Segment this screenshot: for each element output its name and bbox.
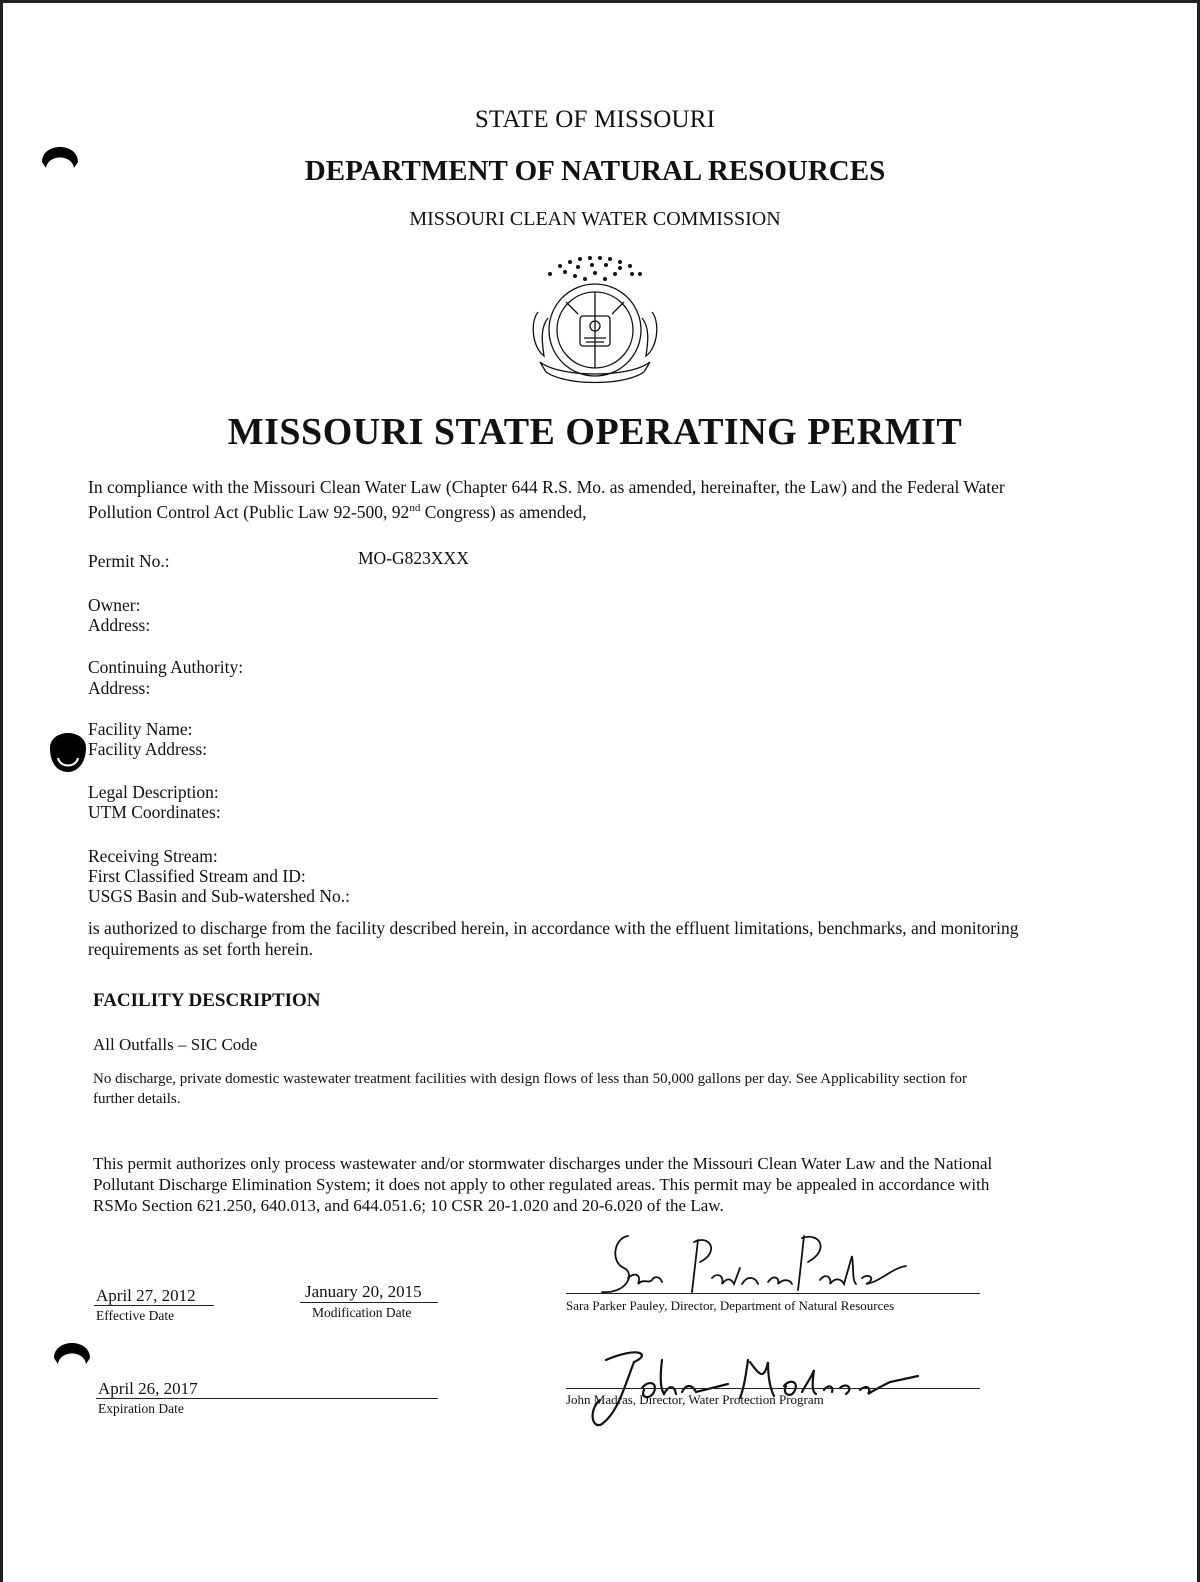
authorization-line-2: requirements as set forth herein. xyxy=(88,939,313,959)
director-1-caption: Sara Parker Pauley, Director, Department of Natural Resources xyxy=(566,1298,895,1313)
authorization-line-1: is authorized to discharge from the facility described herein, in accordance with the effluent limitations, benchmarks, and monitoring xyxy=(88,918,1019,938)
punch-hole-bottom xyxy=(50,1328,94,1370)
sara-parker-pauley-signature xyxy=(580,1228,920,1308)
permit-no-label: Permit No.: xyxy=(88,551,170,571)
director-1-signature-line xyxy=(566,1293,980,1294)
authorization-statement xyxy=(88,918,1098,960)
intro-line-1: In compliance with the Missouri Clean Water Law (Chapter 644 R.S. Mo. as amended, hereinafter, the Law) and the Federal Water xyxy=(88,477,1005,497)
expiration-date-caption: Expiration Date xyxy=(98,1401,184,1416)
receiving-stream-label: Receiving Stream: xyxy=(88,846,218,866)
intro-superscript: nd xyxy=(409,502,421,514)
legal-description-label: Legal Description: xyxy=(88,782,219,802)
scan-border-left xyxy=(0,0,3,1582)
scope-line-3: RSMo Section 621.250, 640.013, and 644.051.6; 10 CSR 20-1.020 and 20-6.020 of the Law. xyxy=(93,1196,724,1215)
expiration-date-line xyxy=(96,1398,438,1399)
intro-line-2-text: Pollution Control Act (Public Law 92-500, 92 xyxy=(88,501,410,522)
intro-line-2-end: Congress) as amended, xyxy=(420,501,587,522)
outfalls-sic-code: All Outfalls – SIC Code xyxy=(93,1035,258,1054)
owner-label: Owner: xyxy=(88,595,141,615)
department-heading: DEPARTMENT OF NATURAL RESOURCES xyxy=(304,155,886,187)
commission-heading: MISSOURI CLEAN WATER COMMISSION xyxy=(409,208,781,230)
facility-description-line-1: No discharge, private domestic wastewater treatment facilities with design flows of less than 50,000 gallons per day. See Applicability section for xyxy=(93,1071,967,1087)
intro-line-2 xyxy=(88,498,1098,523)
john-madras-signature xyxy=(578,1340,928,1430)
director-2-caption: John Madras, Director, Water Protection Program xyxy=(566,1392,824,1407)
first-classified-stream-label: First Classified Stream and ID: xyxy=(88,866,306,886)
scope-line-2: Pollutant Discharge Elimination System; it does not apply to other regulated areas. This permit may be appealed in accordance with xyxy=(93,1175,990,1194)
permit-no-value: MO-G823XXX xyxy=(358,548,469,568)
permit-scope-statement xyxy=(93,1153,1103,1216)
modification-date-line xyxy=(300,1302,438,1303)
modification-date-value: January 20, 2015 xyxy=(305,1282,422,1301)
effective-date-line xyxy=(94,1305,214,1306)
owner-address-label: Address: xyxy=(88,615,151,635)
modification-date-caption: Modification Date xyxy=(312,1305,412,1320)
permit-title: MISSOURI STATE OPERATING PERMIT xyxy=(227,411,963,453)
missouri-state-seal-icon xyxy=(520,252,670,392)
facility-description-line-2: further details. xyxy=(93,1091,181,1107)
facility-description-text xyxy=(93,1069,1093,1109)
continuing-authority-label: Continuing Authority: xyxy=(88,657,244,677)
facility-name-label: Facility Name: xyxy=(88,719,193,739)
effective-date-value: April 27, 2012 xyxy=(96,1286,196,1305)
compliance-intro xyxy=(88,477,1098,523)
usgs-basin-label: USGS Basin and Sub-watershed No.: xyxy=(88,886,350,906)
punch-hole-middle xyxy=(48,722,88,774)
facility-address-label: Facility Address: xyxy=(88,739,208,759)
scan-border-top xyxy=(0,0,1200,3)
state-heading: STATE OF MISSOURI xyxy=(474,106,716,133)
facility-description-title: FACILITY DESCRIPTION xyxy=(93,990,321,1011)
utm-coordinates-label: UTM Coordinates: xyxy=(88,802,221,822)
director-2-signature-line xyxy=(566,1388,980,1389)
expiration-date-value: April 26, 2017 xyxy=(98,1379,198,1398)
effective-date-caption: Effective Date xyxy=(96,1308,175,1323)
scope-line-1: This permit authorizes only process wastewater and/or stormwater discharges under the Missouri Clean Water Law and the National xyxy=(93,1154,993,1173)
continuing-authority-address-label: Address: xyxy=(88,678,151,698)
